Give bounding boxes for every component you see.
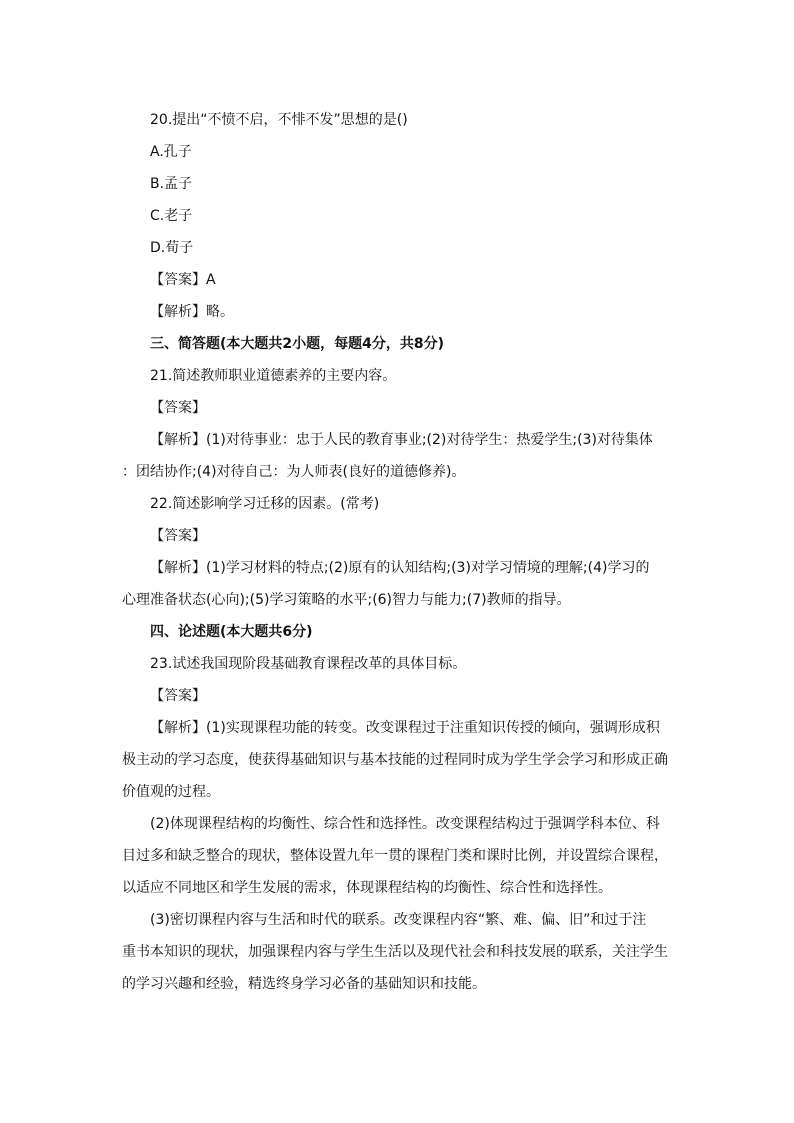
question-23-para2-line-2: 目过多和缺乏整合的现状，整体设置九年一贯的课程门类和课时比例，并设置综合课程，: [122, 848, 668, 864]
question-23-answer: 【答案】: [150, 688, 206, 704]
question-22-stem: 22.简述影响学习迁移的因素。(常考): [150, 496, 380, 512]
question-20-analysis: 【解析】略。: [150, 304, 234, 320]
option-d: D.荀子: [150, 240, 194, 256]
option-b: B.孟子: [150, 176, 193, 192]
question-21-stem: 21.简述教师职业道德素养的主要内容。: [150, 368, 397, 384]
question-23-para3-line-3: 的学习兴趣和经验，精选终身学习必备的基础知识和技能。: [122, 976, 486, 992]
question-23-para1-line-3: 价值观的过程。: [122, 784, 220, 800]
question-23-para1-line-1: 【解析】(1)实现课程功能的转变。改变课程过于注重知识传授的倾向，强调形成积: [150, 720, 660, 736]
question-21-analysis-line-2: ：团结协作;(4)对待自己：为人师表(良好的道德修养)。: [122, 464, 466, 480]
question-23-para2-line-1: (2)体现课程结构的均衡性、综合性和选择性。改变课程结构过于强调学科本位、科: [150, 816, 660, 832]
question-23-para1-line-2: 极主动的学习态度，使获得基础知识与基本技能的过程同时成为学生学会学习和形成正确: [122, 752, 668, 768]
question-23-para2-line-3: 以适应不同地区和学生发展的需求，体现课程结构的均衡性、综合性和选择性。: [122, 880, 612, 896]
option-a: A.孔子: [150, 144, 192, 160]
question-22-analysis-line-1: 【解析】(1)学习材料的特点;(2)原有的认知结构;(3)对学习情境的理解;(4)学习的: [150, 560, 650, 576]
question-21-analysis-line-1: 【解析】(1)对待事业：忠于人民的教育事业;(2)对待学生：热爱学生;(3)对待集体: [150, 432, 653, 448]
section-4-heading: 四、论述题(本大题共6分): [150, 624, 313, 640]
question-21-answer: 【答案】: [150, 400, 206, 416]
question-23-stem: 23.试述我国现阶段基础教育课程改革的具体目标。: [150, 656, 467, 672]
section-3-heading: 三、简答题(本大题共2小题，每题4分，共8分): [150, 336, 445, 352]
question-20-stem: 20.提出“不愤不启，不悱不发”思想的是(): [150, 112, 408, 128]
question-20-answer: 【答案】A: [150, 272, 216, 288]
option-c: C.老子: [150, 208, 193, 224]
question-22-answer: 【答案】: [150, 528, 206, 544]
question-23-para3-line-1: (3)密切课程内容与生活和时代的联系。改变课程内容“繁、难、偏、旧”和过于注: [150, 912, 647, 928]
question-23-para3-line-2: 重书本知识的现状，加强课程内容与学生生活以及现代社会和科技发展的联系，关注学生: [122, 944, 668, 960]
question-22-analysis-line-2: 心理准备状态(心向);(5)学习策略的水平;(6)智力与能力;(7)教师的指导。: [122, 592, 571, 608]
